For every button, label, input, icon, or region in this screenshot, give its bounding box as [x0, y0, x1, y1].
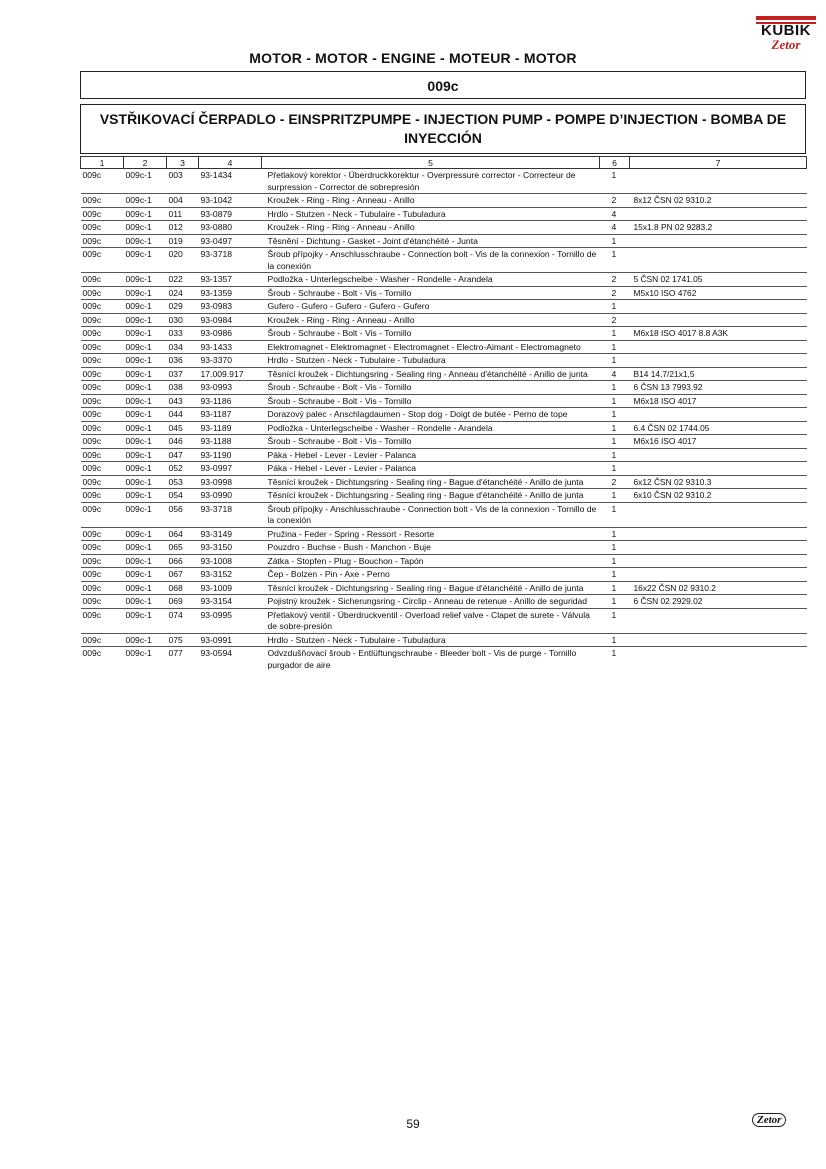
- page-number: 59: [406, 1117, 420, 1131]
- cell-quantity: 4: [600, 207, 630, 221]
- cell-subgroup: 009c-1: [124, 502, 167, 527]
- cell-description: Přetlakový korektor - Überdruckkorektur - Overpressure corrector - Correcteur de surpression - Corrector de sobrepresión: [262, 169, 600, 194]
- cell-part-number: 93-0993: [199, 381, 262, 395]
- cell-subgroup: 009c-1: [124, 489, 167, 503]
- cell-subgroup: 009c-1: [124, 408, 167, 422]
- cell-note: 15x1.8 PN 02 9283.2: [630, 221, 807, 235]
- cell-position: 053: [167, 475, 199, 489]
- cell-subgroup: 009c-1: [124, 608, 167, 633]
- cell-note: [630, 633, 807, 647]
- table-row: [81, 647, 807, 672]
- table-row: [81, 568, 807, 582]
- column-header: 3: [167, 157, 199, 169]
- cell-note: M5x10 ISO 4762: [630, 286, 807, 300]
- cell-subgroup: 009c-1: [124, 194, 167, 208]
- cell-description: Těsnící kroužek - Dichtungsring - Sealing ring - Bague d'étanchéité - Anillo de junta: [262, 581, 600, 595]
- cell-group: 009c: [81, 475, 124, 489]
- cell-subgroup: 009c-1: [124, 541, 167, 555]
- cell-subgroup: 009c-1: [124, 234, 167, 248]
- cell-group: 009c: [81, 595, 124, 609]
- cell-description: Hrdlo - Stutzen - Neck - Tubulaire - Tubuladura: [262, 354, 600, 368]
- cell-part-number: 93-1186: [199, 394, 262, 408]
- cell-subgroup: 009c-1: [124, 273, 167, 287]
- cell-part-number: 93-0986: [199, 327, 262, 341]
- cell-quantity: 2: [600, 194, 630, 208]
- kubik-zetor-logo: [756, 16, 816, 52]
- cell-position: 020: [167, 248, 199, 273]
- cell-description: Kroužek - Ring - Ring - Anneau - Anillo: [262, 221, 600, 235]
- table-row: [81, 608, 807, 633]
- cell-group: 009c: [81, 313, 124, 327]
- cell-group: 009c: [81, 207, 124, 221]
- cell-description: Přetlakový ventil - Überdruckventil - Overload relief valve - Clapet de surete - Válvula de sobre-presión: [262, 608, 600, 633]
- column-header: 1: [81, 157, 124, 169]
- table-row: [81, 169, 807, 194]
- cell-subgroup: 009c-1: [124, 568, 167, 582]
- cell-quantity: 1: [600, 169, 630, 194]
- cell-quantity: 1: [600, 502, 630, 527]
- cell-note: 5 ČSN 02 1741.05: [630, 273, 807, 287]
- cell-group: 009c: [81, 394, 124, 408]
- cell-part-number: 93-3154: [199, 595, 262, 609]
- cell-description: Šroub - Schraube - Bolt - Vis - Tornillo: [262, 381, 600, 395]
- parts-table: [80, 156, 807, 671]
- table-row: [81, 273, 807, 287]
- cell-quantity: 1: [600, 581, 630, 595]
- cell-note: M6x18 ISO 4017: [630, 394, 807, 408]
- cell-note: [630, 313, 807, 327]
- cell-description: Kroužek - Ring - Ring - Anneau - Anillo: [262, 194, 600, 208]
- cell-description: Gufero - Gufero - Gufero - Gufero - Gufero: [262, 300, 600, 314]
- cell-note: 6 ČSN 13 7993.92: [630, 381, 807, 395]
- group-title-line-2: INYECCIÓN: [404, 130, 482, 146]
- cell-part-number: 93-1357: [199, 273, 262, 287]
- cell-quantity: 1: [600, 462, 630, 476]
- cell-description: Šroub - Schraube - Bolt - Vis - Tornillo: [262, 286, 600, 300]
- cell-subgroup: 009c-1: [124, 327, 167, 341]
- cell-part-number: 93-1008: [199, 554, 262, 568]
- cell-note: [630, 340, 807, 354]
- cell-part-number: 93-1188: [199, 435, 262, 449]
- table-row: [81, 527, 807, 541]
- cell-subgroup: 009c-1: [124, 207, 167, 221]
- cell-position: 038: [167, 381, 199, 395]
- cell-group: 009c: [81, 541, 124, 555]
- table-row: [81, 207, 807, 221]
- cell-part-number: 93-1009: [199, 581, 262, 595]
- cell-group: 009c: [81, 448, 124, 462]
- cell-subgroup: 009c-1: [124, 221, 167, 235]
- cell-description: Hrdlo - Stutzen - Neck - Tubulaire - Tubuladura: [262, 207, 600, 221]
- cell-position: 074: [167, 608, 199, 633]
- cell-part-number: 93-3150: [199, 541, 262, 555]
- table-row: [81, 286, 807, 300]
- table-row: [81, 248, 807, 273]
- cell-quantity: 4: [600, 221, 630, 235]
- cell-part-number: 93-0879: [199, 207, 262, 221]
- cell-group: 009c: [81, 234, 124, 248]
- cell-position: 067: [167, 568, 199, 582]
- cell-quantity: 1: [600, 381, 630, 395]
- column-header: 4: [199, 157, 262, 169]
- cell-part-number: 93-3149: [199, 527, 262, 541]
- page-title: MOTOR - MOTOR - ENGINE - MOTEUR - MOTOR: [249, 50, 577, 66]
- cell-group: 009c: [81, 354, 124, 368]
- cell-note: [630, 248, 807, 273]
- cell-position: 065: [167, 541, 199, 555]
- table-row: [81, 435, 807, 449]
- cell-part-number: 93-1190: [199, 448, 262, 462]
- cell-note: 16x22 ČSN 02 9310.2: [630, 581, 807, 595]
- cell-quantity: 4: [600, 367, 630, 381]
- cell-quantity: 1: [600, 300, 630, 314]
- cell-description: Hrdlo - Stutzen - Neck - Tubulaire - Tubuladura: [262, 633, 600, 647]
- table-row: [81, 234, 807, 248]
- cell-quantity: 1: [600, 541, 630, 555]
- cell-quantity: 1: [600, 248, 630, 273]
- cell-description: Zátka - Stopfen - Plug - Bouchon - Tapón: [262, 554, 600, 568]
- cell-group: 009c: [81, 248, 124, 273]
- cell-position: 037: [167, 367, 199, 381]
- cell-quantity: 1: [600, 554, 630, 568]
- cell-group: 009c: [81, 554, 124, 568]
- cell-position: 047: [167, 448, 199, 462]
- cell-group: 009c: [81, 273, 124, 287]
- cell-note: [630, 608, 807, 633]
- cell-part-number: 93-0984: [199, 313, 262, 327]
- cell-position: 045: [167, 421, 199, 435]
- cell-group: 009c: [81, 327, 124, 341]
- cell-quantity: 1: [600, 408, 630, 422]
- cell-part-number: 93-1187: [199, 408, 262, 422]
- group-title: [80, 104, 806, 154]
- cell-description: Šroub - Schraube - Bolt - Vis - Tornillo: [262, 435, 600, 449]
- cell-quantity: 1: [600, 327, 630, 341]
- table-header-row: [81, 157, 807, 169]
- table-row: [81, 421, 807, 435]
- cell-part-number: 93-0983: [199, 300, 262, 314]
- cell-group: 009c: [81, 367, 124, 381]
- logo-kubik-text: KUBIK: [756, 22, 816, 38]
- cell-position: 029: [167, 300, 199, 314]
- cell-quantity: 1: [600, 340, 630, 354]
- cell-position: 033: [167, 327, 199, 341]
- cell-note: [630, 568, 807, 582]
- cell-description: Šroub - Schraube - Bolt - Vis - Tornillo: [262, 394, 600, 408]
- cell-group: 009c: [81, 194, 124, 208]
- column-header: 7: [630, 157, 807, 169]
- cell-part-number: 93-3718: [199, 248, 262, 273]
- cell-group: 009c: [81, 527, 124, 541]
- logo-stripe: [756, 16, 816, 20]
- cell-description: Elektromagnet - Elektromagnet - Electromagnet - Electro-Aimant - Electromagneto: [262, 340, 600, 354]
- cell-description: Šroub přípojky - Anschlusschraube - Connection bolt - Vis de la connexion - Tornillo de la conexión: [262, 248, 600, 273]
- cell-subgroup: 009c-1: [124, 527, 167, 541]
- cell-position: 066: [167, 554, 199, 568]
- table-row: [81, 475, 807, 489]
- cell-part-number: 93-1433: [199, 340, 262, 354]
- cell-part-number: 93-1359: [199, 286, 262, 300]
- cell-part-number: 93-0997: [199, 462, 262, 476]
- cell-note: M6x16 ISO 4017: [630, 435, 807, 449]
- cell-description: Kroužek - Ring - Ring - Anneau - Anillo: [262, 313, 600, 327]
- cell-position: 043: [167, 394, 199, 408]
- cell-subgroup: 009c-1: [124, 313, 167, 327]
- cell-part-number: 93-0995: [199, 608, 262, 633]
- table-row: [81, 633, 807, 647]
- cell-note: B14 14,7/21x1,5: [630, 367, 807, 381]
- cell-quantity: 1: [600, 448, 630, 462]
- column-header: 2: [124, 157, 167, 169]
- table-row: [81, 327, 807, 341]
- table-row: [81, 300, 807, 314]
- cell-group: 009c: [81, 581, 124, 595]
- cell-group: 009c: [81, 408, 124, 422]
- table-row: [81, 194, 807, 208]
- cell-part-number: 93-3152: [199, 568, 262, 582]
- table-row: [81, 462, 807, 476]
- table-row: [81, 354, 807, 368]
- cell-group: 009c: [81, 489, 124, 503]
- table-row: [81, 313, 807, 327]
- cell-note: 6 ČSN 02 2929.02: [630, 595, 807, 609]
- table-row: [81, 541, 807, 555]
- cell-part-number: 93-0998: [199, 475, 262, 489]
- table-row: [81, 340, 807, 354]
- cell-description: Šroub přípojky - Anschlusschraube - Connection bolt - Vis de la connexion - Tornillo de la conexión: [262, 502, 600, 527]
- table-row: [81, 448, 807, 462]
- cell-position: 011: [167, 207, 199, 221]
- table-row: [81, 502, 807, 527]
- cell-quantity: 1: [600, 354, 630, 368]
- cell-description: Těsnící kroužek - Dichtungsring - Sealing ring - Bague d'étanchéité - Anillo de junta: [262, 475, 600, 489]
- cell-subgroup: 009c-1: [124, 367, 167, 381]
- cell-note: [630, 354, 807, 368]
- cell-quantity: 1: [600, 608, 630, 633]
- cell-position: 022: [167, 273, 199, 287]
- cell-part-number: 93-3718: [199, 502, 262, 527]
- cell-group: 009c: [81, 169, 124, 194]
- cell-position: 054: [167, 489, 199, 503]
- table-row: [81, 581, 807, 595]
- cell-position: 044: [167, 408, 199, 422]
- cell-part-number: 93-1434: [199, 169, 262, 194]
- cell-position: 004: [167, 194, 199, 208]
- cell-quantity: 1: [600, 568, 630, 582]
- cell-subgroup: 009c-1: [124, 421, 167, 435]
- cell-subgroup: 009c-1: [124, 394, 167, 408]
- cell-quantity: 1: [600, 394, 630, 408]
- cell-part-number: 93-0880: [199, 221, 262, 235]
- cell-subgroup: 009c-1: [124, 435, 167, 449]
- cell-note: [630, 448, 807, 462]
- table-row: [81, 394, 807, 408]
- cell-note: 6x10 ČSN 02 9310.2: [630, 489, 807, 503]
- cell-group: 009c: [81, 568, 124, 582]
- cell-subgroup: 009c-1: [124, 595, 167, 609]
- cell-description: Páka - Hebel - Lever - Levier - Palanca: [262, 462, 600, 476]
- table-row: [81, 489, 807, 503]
- cell-description: Odvzdušňovací šroub - Entlüftungschraube - Bleeder bolt - Vis de purge - Tornillo purgador de aire: [267, 648, 577, 670]
- cell-position: 064: [167, 527, 199, 541]
- cell-group: 009c: [81, 502, 124, 527]
- cell-group: 009c: [81, 221, 124, 235]
- cell-quantity: 2: [600, 273, 630, 287]
- cell-quantity: 2: [600, 286, 630, 300]
- cell-note: 6.4 ČSN 02 1744.05: [630, 421, 807, 435]
- cell-note: [630, 502, 807, 527]
- cell-group: 009c: [81, 435, 124, 449]
- table-row: [81, 554, 807, 568]
- cell-quantity: 2: [600, 475, 630, 489]
- cell-subgroup: 009c-1: [124, 169, 167, 194]
- cell-position: 075: [167, 633, 199, 647]
- cell-group: 009c: [81, 340, 124, 354]
- cell-group: 009c: [81, 286, 124, 300]
- cell-description: Čep - Bolzen - Pin - Axe - Perno: [262, 568, 600, 582]
- cell-description: Pružina - Feder - Spring - Ressort - Resorte: [262, 527, 600, 541]
- cell-subgroup: 009c-1: [124, 354, 167, 368]
- cell-description: Těsnící kroužek - Dichtungsring - Sealing ring - Anneau d'étanchéité - Anillo de junta: [262, 367, 600, 381]
- cell-note: 8x12 ČSN 02 9310.2: [630, 194, 807, 208]
- cell-position: 068: [167, 581, 199, 595]
- cell-quantity: 1: [600, 489, 630, 503]
- cell-subgroup: 009c-1: [124, 475, 167, 489]
- cell-note: [630, 169, 807, 194]
- cell-description: Pouzdro - Buchse - Bush - Manchon - Buje: [262, 541, 600, 555]
- column-header: 6: [600, 157, 630, 169]
- cell-part-number: 93-0990: [199, 489, 262, 503]
- table-row: [81, 367, 807, 381]
- cell-group: 009c: [82, 648, 102, 658]
- cell-note: [630, 408, 807, 422]
- cell-note: [630, 207, 807, 221]
- cell-group: 009c: [81, 381, 124, 395]
- cell-position: 069: [167, 595, 199, 609]
- cell-position: 077: [168, 648, 183, 658]
- table-row: [81, 408, 807, 422]
- cell-quantity: 1: [600, 633, 630, 647]
- cell-note: [630, 300, 807, 314]
- footer-zetor-logo: Zetor: [752, 1113, 786, 1127]
- cell-part-number: 93-0991: [199, 633, 262, 647]
- cell-position: 052: [167, 462, 199, 476]
- cell-description: Pojistný kroužek - Sicherungsring - Circlip - Anneau de retenue - Anillo de seguridad: [262, 595, 600, 609]
- cell-quantity: 1: [600, 421, 630, 435]
- cell-note: [630, 527, 807, 541]
- cell-quantity: 1: [611, 648, 617, 658]
- cell-position: 030: [167, 313, 199, 327]
- cell-position: 012: [167, 221, 199, 235]
- cell-description: Podložka - Unterlegscheibe - Washer - Rondelle - Arandela: [262, 273, 600, 287]
- logo-zetor-text: Zetor: [771, 37, 801, 52]
- cell-part-number: 93-0497: [199, 234, 262, 248]
- cell-subgroup: 009c-1: [124, 248, 167, 273]
- cell-subgroup: 009c-1: [124, 633, 167, 647]
- cell-group: 009c: [81, 608, 124, 633]
- cell-part-number: 93-0594: [200, 648, 233, 658]
- cell-position: 024: [167, 286, 199, 300]
- cell-note: [630, 541, 807, 555]
- cell-part-number: 93-3370: [199, 354, 262, 368]
- cell-position: 046: [167, 435, 199, 449]
- cell-subgroup: 009c-1: [124, 381, 167, 395]
- group-title-line-1: VSTŘIKOVACÍ ČERPADLO - EINSPRITZPUMPE - INJECTION PUMP - POMPE D’INJECTION - BOMBA DE: [99, 111, 787, 127]
- cell-quantity: 1: [600, 595, 630, 609]
- cell-position: 019: [167, 234, 199, 248]
- cell-position: 036: [167, 354, 199, 368]
- table-row: [81, 381, 807, 395]
- column-header: 5: [262, 157, 600, 169]
- cell-subgroup: 009c-1: [124, 300, 167, 314]
- cell-quantity: 1: [600, 234, 630, 248]
- cell-description: Dorazový palec - Anschlagdaumen - Stop dog - Doigt de butée - Perno de tope: [262, 408, 600, 422]
- cell-quantity: 1: [600, 527, 630, 541]
- cell-group: 009c: [81, 421, 124, 435]
- table-row: [81, 595, 807, 609]
- cell-position: 003: [167, 169, 199, 194]
- cell-quantity: 2: [600, 313, 630, 327]
- cell-note: M6x18 ISO 4017 8.8 A3K: [630, 327, 807, 341]
- table-row: [81, 221, 807, 235]
- cell-part-number: 93-1189: [199, 421, 262, 435]
- cell-description: Podložka - Unterlegscheibe - Washer - Rondelle - Arandela: [262, 421, 600, 435]
- cell-subgroup: 009c-1: [125, 648, 152, 658]
- cell-subgroup: 009c-1: [124, 286, 167, 300]
- cell-note: [630, 462, 807, 476]
- section-code: 009c: [80, 71, 806, 99]
- cell-part-number: 17.009.917: [199, 367, 262, 381]
- cell-description: Páka - Hebel - Lever - Levier - Palanca: [262, 448, 600, 462]
- cell-part-number: 93-1042: [199, 194, 262, 208]
- cell-subgroup: 009c-1: [124, 448, 167, 462]
- cell-subgroup: 009c-1: [124, 581, 167, 595]
- cell-note: [630, 647, 807, 672]
- cell-position: 056: [167, 502, 199, 527]
- cell-note: [630, 234, 807, 248]
- cell-subgroup: 009c-1: [124, 554, 167, 568]
- cell-position: 034: [167, 340, 199, 354]
- cell-group: 009c: [81, 462, 124, 476]
- cell-group: 009c: [81, 300, 124, 314]
- cell-note: [630, 554, 807, 568]
- cell-group: 009c: [81, 633, 124, 647]
- cell-quantity: 1: [600, 435, 630, 449]
- cell-subgroup: 009c-1: [124, 340, 167, 354]
- cell-subgroup: 009c-1: [124, 462, 167, 476]
- cell-description: Těsnění - Dichtung - Gasket - Joint d'étanchéité - Junta: [262, 234, 600, 248]
- cell-description: Těsnící kroužek - Dichtungsring - Sealing ring - Bague d'étanchéité - Anillo de junta: [262, 489, 600, 503]
- cell-note: 6x12 ČSN 02 9310.3: [630, 475, 807, 489]
- cell-description: Šroub - Schraube - Bolt - Vis - Tornillo: [262, 327, 600, 341]
